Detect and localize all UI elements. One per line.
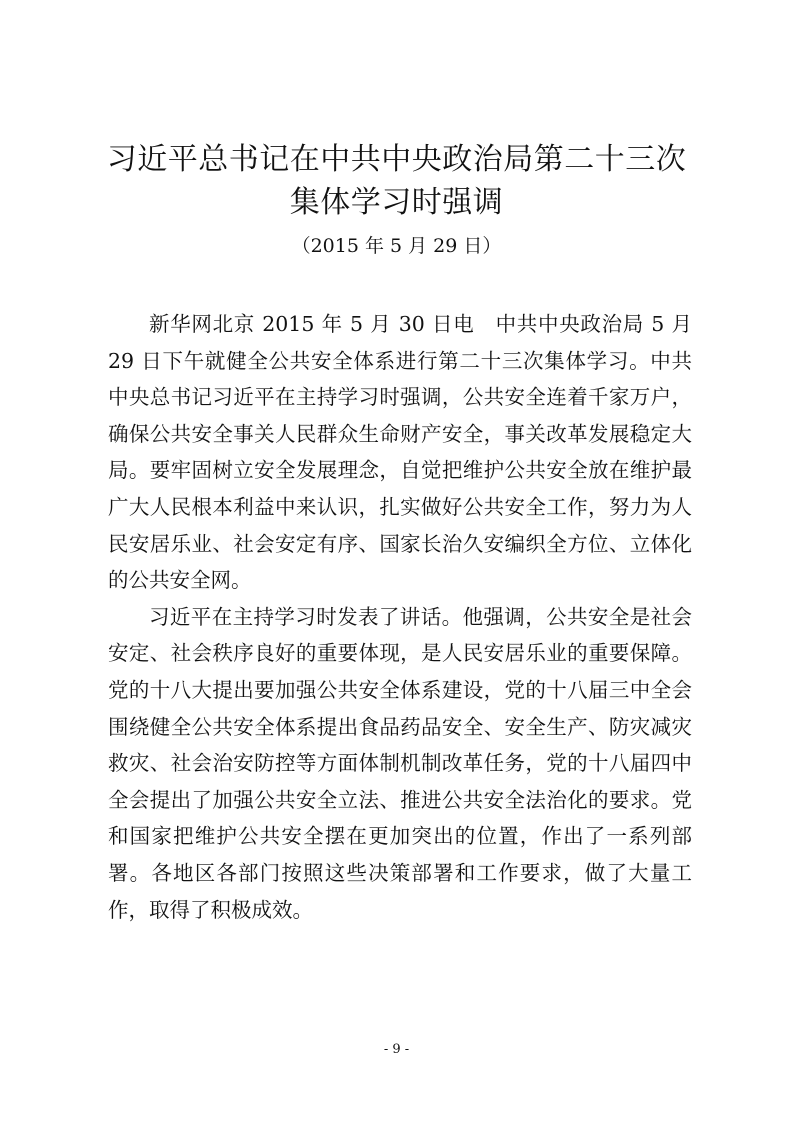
body-paragraph-1: 新华网北京 2015 年 5 月 30 日电 中共中央政治局 5 月 29 日下午就健全公共安全体系进行第二十三次集体学习。中共中央总书记习近平在主持学习时强调，公共安全连着千家万户，确保公共安全事关人民群众生命财产安全，事关改革发展稳定大局。要牢固树立安全发展理念，自觉把维护公共安全放在维护最广大人民根本利益中来认识，扎实做好公共安全工作，努力为人民安居乐业、社会安定有序、国家长治久安编织全方位、立体化的公共安全网。 [108, 312, 692, 593]
document-title-line-2: 集体学习时强调 [289, 185, 504, 220]
document-body [108, 306, 692, 928]
page-number: - 9 - [383, 1042, 410, 1057]
document-date: （2015 年 5 月 29 日） [291, 235, 502, 257]
body-paragraph-2: 习近平在主持学习时发表了讲话。他强调，公共安全是社会安定、社会秩序良好的重要体现，是人民安居乐业的重要保障。党的十八大提出要加强公共安全体系建设，党的十八届三中全会围绕健全公共安全体系提出食品药品安全、安全生产、防灾减灾救灾、社会治安防控等方面体制机制改革任务，党的十八届四中全会提出了加强公共安全立法、推进公共安全法治化的要求。党和国家把维护公共安全摆在更加突出的位置，作出了一系列部署。各地区各部门按照这些决策部署和工作要求，做了大量工作，取得了积极成效。 [108, 604, 692, 922]
document-title-line-1: 习近平总书记在中共中央政治局第二十三次 [106, 142, 687, 177]
